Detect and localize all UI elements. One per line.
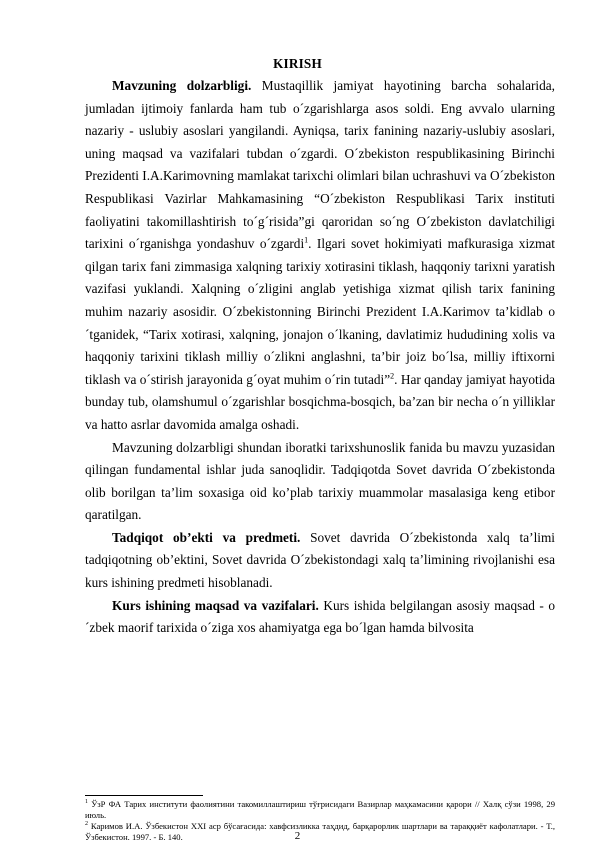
footnote-ref-2[interactable]: 2 xyxy=(390,371,395,381)
paragraph-relevance xyxy=(85,75,555,437)
paragraph-relevance-2 xyxy=(85,437,555,527)
footnote-text: ЎзР ФА Тарих институти фаолиятини такомиллаштириш тўғрисидаги Вазирлар маҳкамасини қарори // Халқ сўзи 1998, 29 июль. xyxy=(85,799,555,820)
page-title: KIRISH xyxy=(273,56,322,71)
footnote-number: 2 xyxy=(85,821,88,828)
paragraph-text: Kurs ishida belgilangan asosiy maqsad - o´zbek maorif tarixida o´ziga xos ahamiyatga ega bo´lgan hamda bilvosita xyxy=(85,597,555,636)
footnote-1 xyxy=(85,799,555,821)
section-heading-goals: Kurs ishining maqsad va vazifalari. xyxy=(112,597,319,613)
paragraph-object xyxy=(85,527,555,595)
paragraph-goals xyxy=(85,595,555,640)
footnote-divider xyxy=(85,795,203,796)
footnote-text: Каримов И.А. Ўзбекистон XXI аср бўсағасида: хавфсизликка таҳдид, барқарорлик шартлари ва тараққиёт кафолатлари. - Т., Ўзбекистон. 1997. - Б. 140. xyxy=(85,821,555,842)
section-heading-object: Tadqiqot ob’ekti va predmeti. xyxy=(112,529,301,545)
section-heading-relevance: Mavzuning dolzarbligi. xyxy=(112,78,252,93)
paragraph-text: Sovet davrida O´zbekistonda xalq ta’limi tadqiqotning ob’ektini, Sovet davrida O´zbekistondagi xalq ta’limining rivojlanishi esa kurs ishining predmeti hisoblanadi. xyxy=(85,529,555,591)
footnote-number: 1 xyxy=(85,799,88,806)
footnote-ref-1[interactable]: 1 xyxy=(304,235,309,245)
paragraph-text: . Ilgari sovet hokimiyati mafkurasiga xizmat qilgan tarix fani zimmasiga xalqning tarixiy xotirasini tiklash, haqqoniy tarixni yaratish vazifasi yuklandi. Xalqning o´zligini anglab yetishiga xizmat qilish tarix fanining muhim nazariy asosidir. O´zbekistonning Birinchi Prezident I.A.Karimov ta’kidlab o´tganidek, “Tarix xotirasi, xalqning, jonajon o´lkaning, davlatimiz hududining xolis va haqqoniy tarixini tiklash milliy o´zlikni anglashni, ta’bir joiz bo´lsa, milliy iftixorni tiklash va o´stirish jarayonida g´oyat muhim o´rin tutadi” xyxy=(85,236,555,387)
page-number: 2 xyxy=(294,830,301,842)
paragraph-text: Mustaqillik jamiyat hayotining barcha sohalarida, jumladan ijtimoiy fanlarda ham tub o´zgarishlarga asos soldi. Eng avvalo ularning nazariy - uslubiy asoslari yangilandi. Ayniqsa, tarix fanining nazariy-uslubiy asoslari, uning maqsad va vazifalari tubdan o´zgardi. O´zbekiston respublikasining Birinchi Prezidenti I.A.Karimovning mamlakat tarixchi olimlari bilan uchrashuvi va O´zbekiston Respublikasi Vazirlar Mahkamasining “O´zbekiston Respublikasi Tarix instituti faoliyatini takomillashtirish to´g´risida”gi qaroridan so´ng O´zbekiston davlatchiligi tarixini o´rganishga yondashuv o´zgardi xyxy=(85,78,555,252)
paragraph-text: . Har qanday jamiyat hayotida bunday tub, olamshumul o´zgarishlar bosqichma-bosqich, ba’zan bir necha o´n yilliklar va hatto asrlar davomida amalga oshadi. xyxy=(85,371,556,432)
paragraph-text: Mavzuning dolzarbligi shundan iboratki tarixshunoslik fanida bu mavzu yuzasidan qilingan fundamental ishlar juda sanoqlidir. Tadqiqotda Sovet davrida O´zbekistonda olib borilgan ta’lim soxasiga oid ko’plab tarixiy muammolar masalasiga keng etibor qaratilgan. xyxy=(85,439,555,523)
body-text xyxy=(85,75,555,640)
